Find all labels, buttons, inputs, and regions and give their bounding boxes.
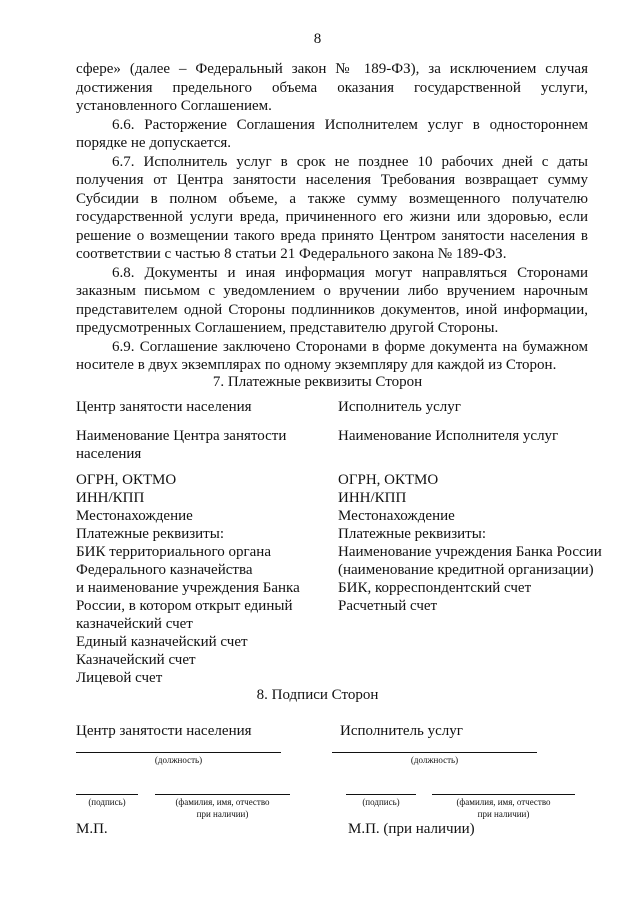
right-requisite-line: БИК, корреспондентский счет [338,580,532,596]
left-requisite-line: Единый казначейский счет [76,634,248,650]
right-requisite-line: ОГРН, ОКТМО [338,472,439,488]
right-signer-header: Исполнитель услуг [340,723,463,739]
paragraph-6-9: 6.9. Соглашение заключено Сторонами в форме документа на бумажном носителе в двух экземплярах по одному экземпляру для каждой из Сторон. [76,338,588,373]
right-signature-caption: (подпись) [362,797,400,807]
page-number: 8 [313,31,322,47]
right-requisite-line: Платежные реквизиты: [338,526,486,542]
left-requisite-line: Местонахождение [76,508,193,524]
left-requisite-line: БИК территориального органа [76,544,271,560]
left-position-line [76,752,281,753]
left-requisite-line: Лицевой счет [76,670,163,686]
right-position-caption: (должность) [410,755,459,765]
left-requisite-line: России, в котором открыт единый [76,598,293,614]
left-signature-caption: (подпись) [88,797,126,807]
left-name-caption-2: при наличии) [196,809,249,819]
right-name-line-blank [432,794,575,795]
left-requisite-line: Казначейский счет [76,652,196,668]
right-requisite-line: (наименование кредитной организации) [338,562,594,578]
left-name-caption: (фамилия, имя, отчество [175,797,270,807]
right-requisite-line: Местонахождение [338,508,455,524]
paragraph-6-8: 6.8. Документы и иная информация могут направляться Сторонами заказным письмом с уведомлением о вручении либо вручением нарочным представителем одной Стороны подлинников документов, иной информации, предусмотренных Соглашением, представителю другой Стороны. [76,264,588,336]
left-requisites [76,471,300,687]
paragraph-continuation: сфере» (далее – Федеральный закон № 189-ФЗ), за исключением случая достижения предельного объема оказания государственной услуги, установленного Соглашением. [76,61,588,114]
right-signature-line [346,794,416,795]
left-name-line: населения [76,446,142,462]
right-name-line: Наименование Исполнителя услуг [338,428,559,444]
left-signature-line [76,794,138,795]
right-name-caption-2: при наличии) [477,809,530,819]
agreement-text [76,60,588,375]
left-requisite-line: ИНН/КПП [76,490,145,506]
right-party-name [338,427,558,445]
right-requisite-line: ИНН/КПП [338,490,407,506]
left-requisite-line: Платежные реквизиты: [76,526,224,542]
right-party-header: Исполнитель услуг [338,399,461,415]
right-stamp-mark: М.П. (при наличии) [348,821,475,837]
left-requisite-line: ОГРН, ОКТМО [76,472,177,488]
left-party-name [76,427,286,463]
section-7-title: 7. Платежные реквизиты Сторон [212,374,423,390]
right-requisite-line: Расчетный счет [338,598,438,614]
left-signer-header: Центр занятости населения [76,723,252,739]
left-requisite-line: Федерального казначейства [76,562,253,578]
left-party-header: Центр занятости населения [76,399,252,415]
right-requisites [338,471,602,615]
right-requisite-line: Наименование учреждения Банка России [338,544,602,560]
left-requisite-line: и наименование учреждения Банка [76,580,300,596]
right-position-line [332,752,537,753]
left-name-line: Наименование Центра занятости [76,428,287,444]
right-name-caption: (фамилия, имя, отчество [456,797,551,807]
left-position-caption: (должность) [154,755,203,765]
paragraph-6-6: 6.6. Расторжение Соглашения Исполнителем услуг в одностороннем порядке не допускается. [76,116,588,151]
section-8-title: 8. Подписи Сторон [256,687,379,703]
left-requisite-line: казначейский счет [76,616,193,632]
paragraph-6-7: 6.7. Исполнитель услуг в срок не позднее 10 рабочих дней с даты получения от Центра занятости населения Требования возвращает сумму Субсидии в полном объеме, а также сумму возмещенного получателю государственной услуги вреда, причиненного его жизни или здоровью, если решение о возмещении такого вреда принято Центром занятости населения в соответствии с частью 8 статьи 21 Федерального закона № 189-ФЗ. [76,153,588,262]
left-stamp-mark: М.П. [76,821,108,837]
left-name-line-blank [155,794,290,795]
